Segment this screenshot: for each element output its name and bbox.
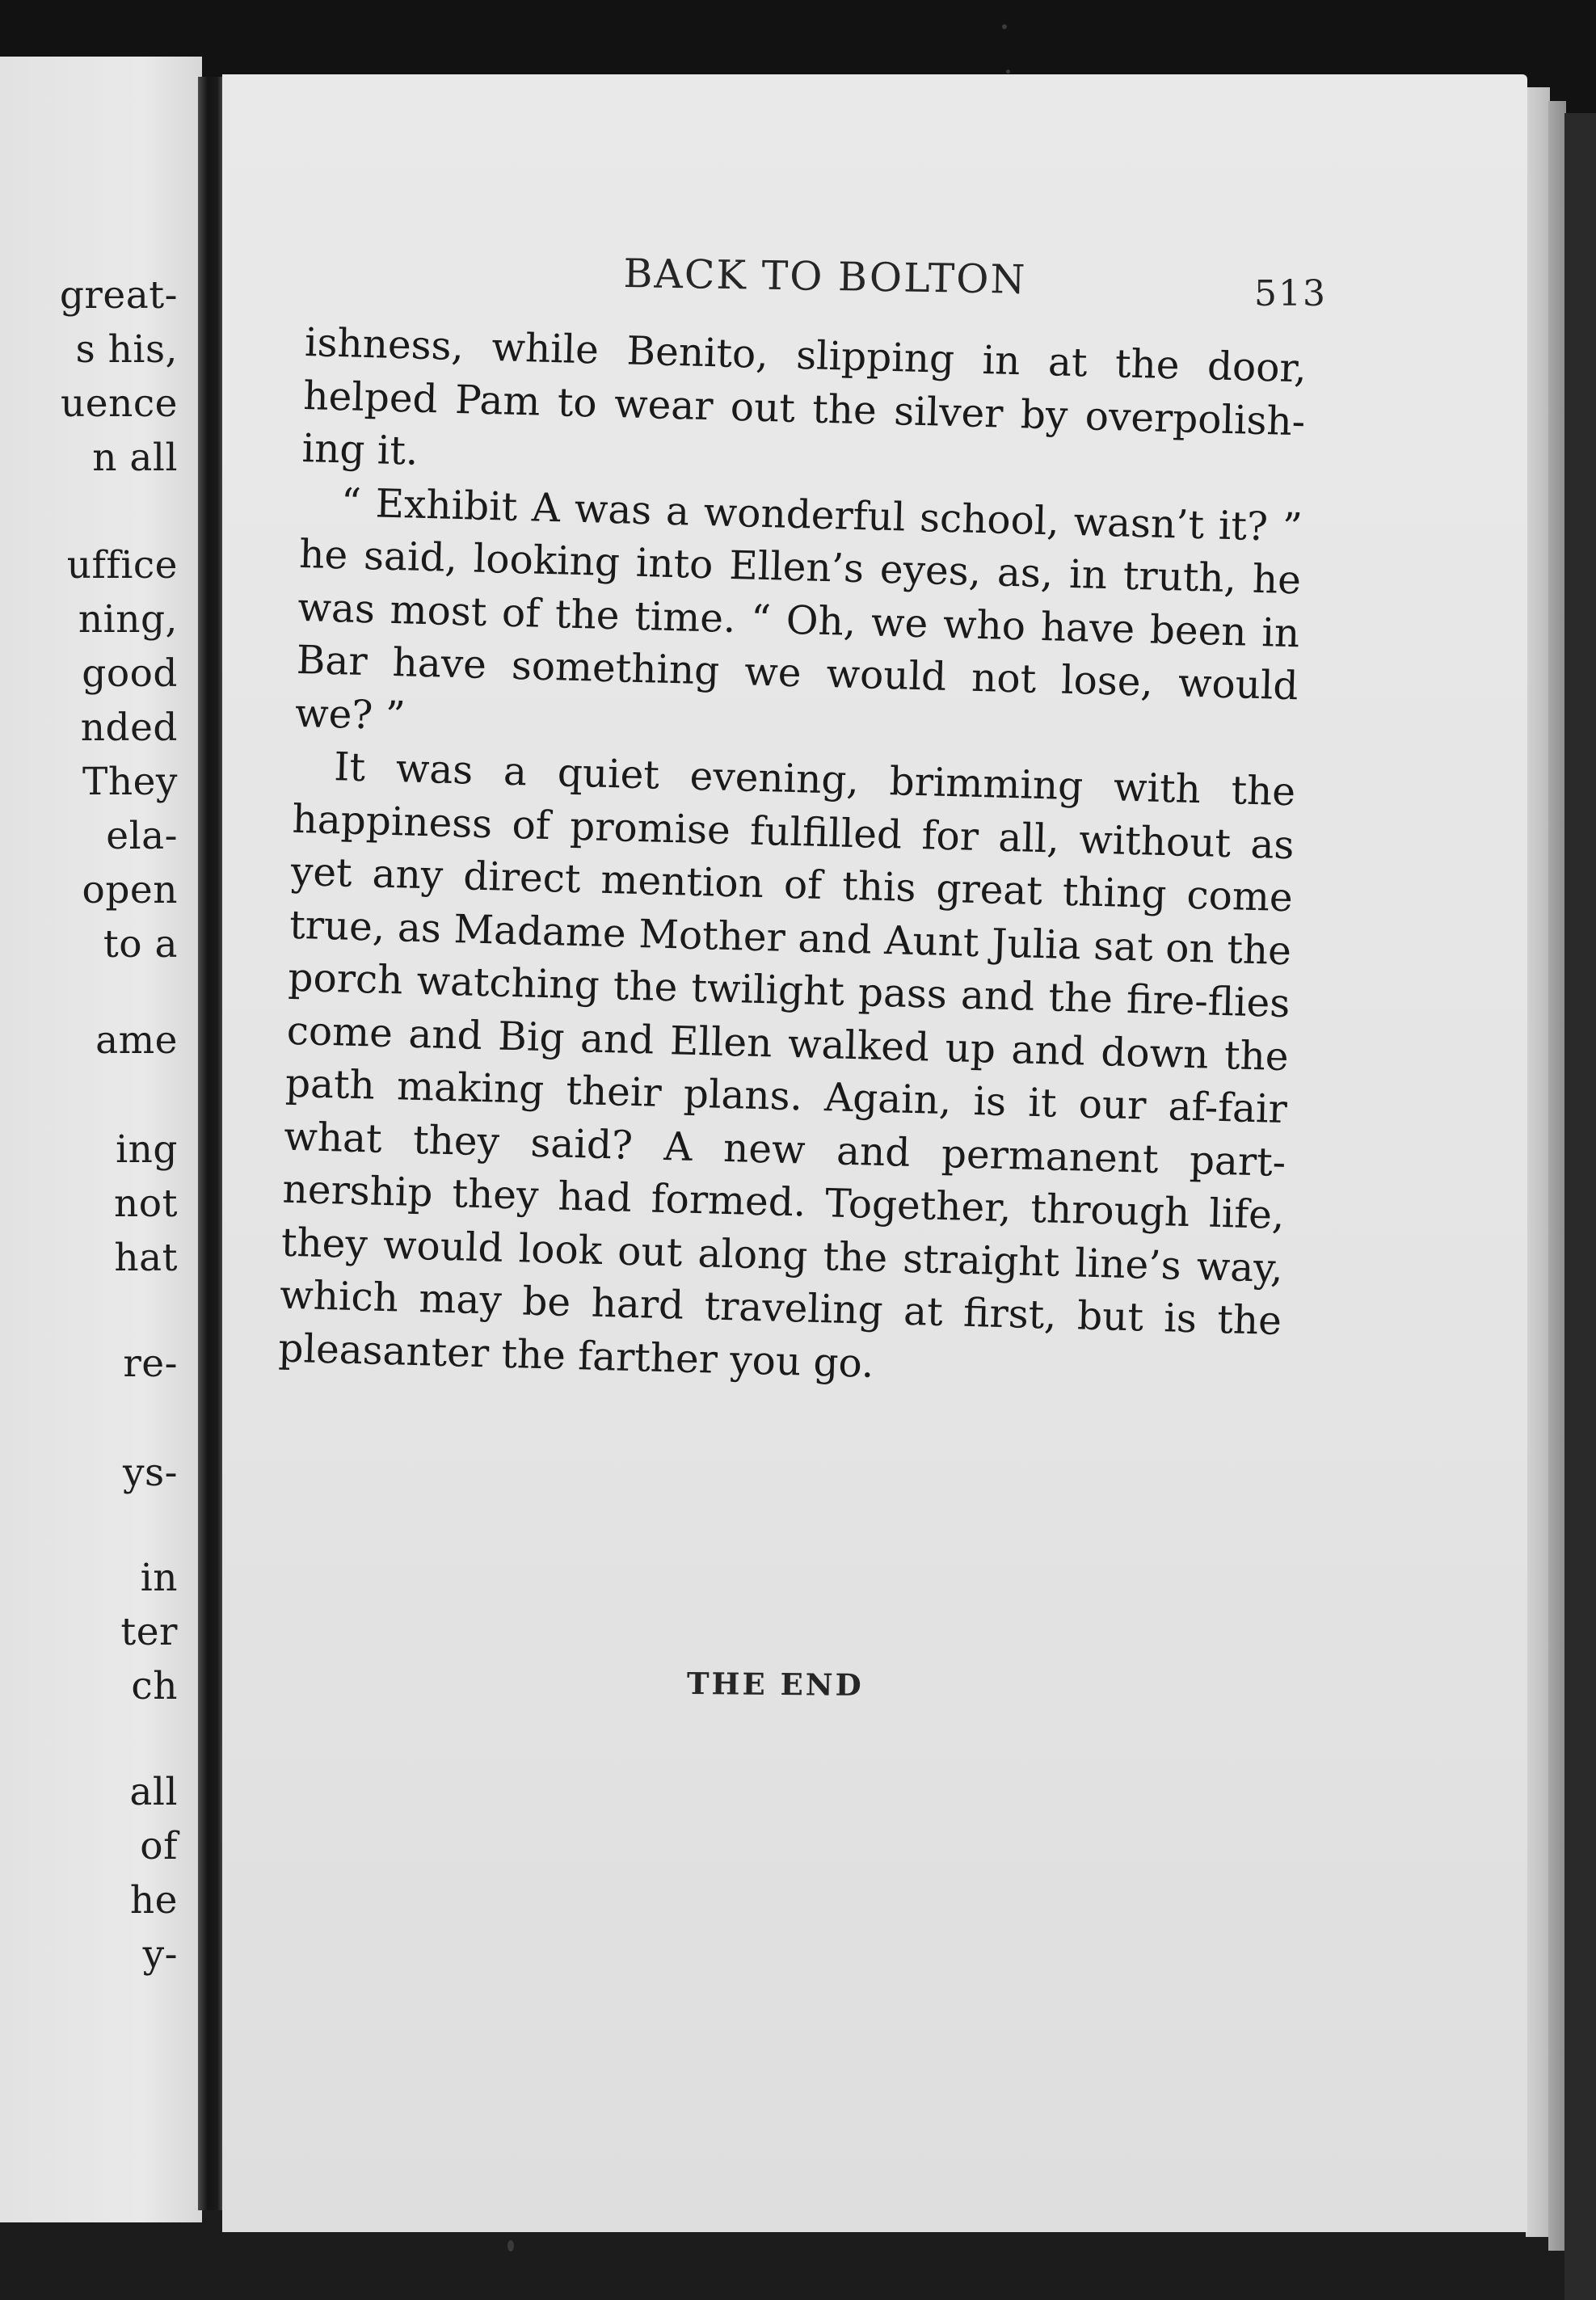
facing-page-line: y- [142, 1932, 178, 1977]
body-text [278, 317, 1308, 1401]
running-head: BACK TO BOLTON [623, 251, 1027, 303]
page-edge-shadow [1564, 113, 1596, 2300]
facing-page-line: hat [114, 1236, 178, 1280]
facing-page-line: ch [131, 1664, 178, 1708]
facing-page-line: great- [59, 273, 178, 318]
facing-page-line: good [82, 651, 178, 696]
page-number: 513 [1254, 273, 1327, 314]
facing-page-line: uffice [66, 543, 178, 588]
dust-speck [1002, 24, 1007, 29]
page-edge [1526, 87, 1550, 2237]
facing-page-line: n all [92, 436, 178, 480]
book-gutter [198, 77, 225, 2210]
facing-page-line: They [82, 760, 178, 804]
dust-speck [1006, 70, 1010, 74]
facing-page-line: ter [120, 1610, 178, 1654]
the-end-marker: THE END [686, 1666, 864, 1703]
facing-page-line: ning, [78, 597, 178, 642]
dust-speck [507, 2240, 514, 2252]
facing-page-line: re- [123, 1342, 178, 1386]
facing-page-line: he [129, 1878, 178, 1923]
facing-page-line: ame [95, 1018, 178, 1063]
facing-page-line: open [82, 868, 178, 912]
facing-page-line: ela- [106, 814, 178, 858]
page-edge [1548, 101, 1566, 2251]
facing-page-line: nded [80, 706, 178, 750]
paragraph: ishness, while Benito, slipping in at the door, helped Pam to wear out the silver by overpolish-ing it. [301, 319, 1308, 474]
facing-page [0, 57, 202, 2222]
facing-page-line: all [129, 1770, 178, 1814]
facing-page-line: uence [61, 381, 178, 426]
paragraph: It was a quiet evening, brimming with the happiness of promise fulfilled for all, without as yet any direct mention of this great thing come true, as Madame Mother and Aunt Julia sat on the porch watching the twilight pass and the fire-flies come and Big and Ellen walked up and down the path making their plans. Again, is it our af-fair what they said? A new and permanent part-nership they had formed. Together, through life, they would look out along the straight line’s way, which may be hard traveling at first, but is the pleasanter the farther you go. [277, 744, 1296, 1387]
facing-page-line: s his, [75, 327, 178, 372]
paragraph: “ Exhibit A was a wonderful school, wasn’t it? ” he said, looking into Ellen’s eyes, as, in truth, he was most of the time. “ Oh, we who have been in Bar have something we would not lose, would we? ” [294, 479, 1303, 739]
facing-page-line: in [140, 1556, 178, 1600]
facing-page-line: ing [116, 1127, 178, 1172]
facing-page-line: to a [103, 922, 178, 967]
facing-page-line: not [114, 1182, 178, 1226]
facing-page-line: ys- [122, 1451, 178, 1495]
facing-page-line: of [140, 1824, 178, 1868]
